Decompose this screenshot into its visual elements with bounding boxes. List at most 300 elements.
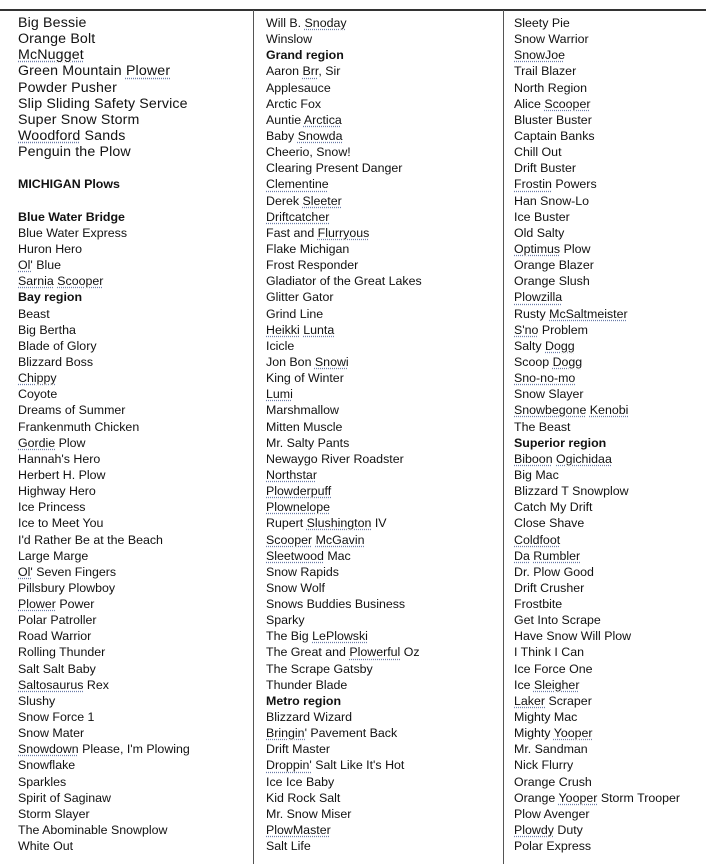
text-segment: Duty — [553, 823, 583, 838]
text-segment: Powder Pusher — [18, 79, 117, 96]
text-segment: Cheerio, Snow! — [266, 145, 351, 160]
plow-name — [514, 63, 680, 79]
plow-name — [514, 31, 680, 47]
text-segment: Rumbler — [533, 548, 581, 563]
plow-name — [266, 435, 422, 451]
plow-name — [514, 128, 680, 144]
text-segment: Gladiator of the Great Lakes — [266, 274, 422, 289]
text-segment: Lunta — [303, 322, 335, 337]
plow-name — [514, 289, 680, 305]
text-segment: Ol' — [18, 258, 33, 273]
text-segment: Glitter Gator — [266, 290, 334, 305]
text-segment: Pillsbury Plowboy — [18, 580, 116, 595]
text-segment: Ogichidaa — [556, 451, 612, 466]
plow-name — [18, 532, 190, 548]
text-segment: Drift Master — [266, 742, 331, 757]
plow-name — [18, 661, 190, 677]
text-segment: Flake Michigan — [266, 241, 350, 256]
text-segment: Grind Line — [266, 306, 324, 321]
region-header — [18, 209, 190, 225]
text-segment: Superior region — [514, 435, 607, 450]
text-segment: Snowbegone — [514, 403, 587, 418]
text-segment: Flurryous — [317, 225, 370, 240]
plow-name — [266, 306, 422, 322]
text-segment: Trail Blazer — [514, 64, 577, 79]
plow-name — [514, 176, 680, 192]
plow-name — [514, 838, 680, 854]
text-segment: Orange Slush — [514, 274, 590, 289]
text-segment: Scooper — [544, 96, 591, 111]
plow-name — [18, 15, 190, 31]
text-segment: Grand region — [266, 48, 344, 63]
plow-name — [266, 273, 422, 289]
plow-name — [18, 467, 190, 483]
plow-name — [514, 193, 680, 209]
text-segment: Ice Ice Baby — [266, 774, 335, 789]
text-segment: McGavin — [315, 532, 365, 547]
text-segment: Polar Express — [514, 839, 592, 854]
text-segment: Chippy — [18, 371, 57, 386]
text-segment: Get Into Scrape — [514, 613, 601, 628]
text-segment: The Big — [266, 629, 313, 644]
text-segment: I'd Rather Be at the Beach — [18, 532, 163, 547]
plow-name — [266, 564, 422, 580]
text-segment: Clementine — [266, 177, 329, 192]
text-segment: Plow Avenger — [514, 806, 590, 821]
text-segment: Alice — [514, 96, 545, 111]
text-segment: Han Snow-Lo — [514, 193, 590, 208]
plow-name — [266, 483, 422, 499]
text-segment: Da — [514, 548, 530, 563]
text-segment: Coldfoot — [514, 532, 561, 547]
plow-name — [514, 96, 680, 112]
text-segment: Sleeter — [302, 193, 342, 208]
plow-name — [266, 370, 422, 386]
plow-name — [18, 790, 190, 806]
text-segment: Penguin the Plow — [18, 144, 131, 161]
text-segment: White Out — [18, 839, 74, 854]
text-segment: Metro region — [266, 693, 342, 708]
text-segment: Clearing Present Danger — [266, 161, 403, 176]
text-segment: The Scrape Gatsby — [266, 661, 373, 676]
text-segment: Ol' — [18, 564, 33, 579]
column-divider-1 — [253, 10, 254, 864]
text-segment: Snow Slayer — [514, 387, 584, 402]
text-segment: Blue Water Bridge — [18, 209, 125, 224]
plow-name — [514, 741, 680, 757]
text-segment: The Great and — [266, 645, 350, 660]
text-segment: Blade of Glory — [18, 338, 97, 353]
plow-name — [18, 774, 190, 790]
text-segment: Lumi — [266, 387, 293, 402]
text-segment: Baby — [266, 128, 298, 143]
text-segment: Arctica — [303, 112, 342, 127]
text-segment: Woodford — [18, 127, 81, 144]
plow-name — [514, 209, 680, 225]
column-3 — [514, 15, 680, 854]
plow-name — [266, 112, 422, 128]
text-segment: Orange — [514, 790, 559, 805]
plow-name — [266, 612, 422, 628]
text-segment: Huron Hero — [18, 241, 83, 256]
plow-name — [514, 661, 680, 677]
text-segment: Dr. Plow Good — [514, 564, 594, 579]
plow-name — [18, 451, 190, 467]
text-segment: Icicle — [266, 338, 295, 353]
text-segment: Problem — [538, 322, 589, 337]
text-segment: Mac — [323, 548, 351, 563]
text-segment: S'no — [514, 322, 539, 337]
text-segment: Brr — [302, 64, 319, 79]
column-1 — [18, 15, 190, 854]
text-segment: Salty — [514, 338, 545, 353]
text-segment: Salt Life — [266, 839, 311, 854]
text-segment: Rolling Thunder — [18, 645, 106, 660]
text-segment: Scoop — [514, 354, 553, 369]
text-segment: Sleety Pie — [514, 16, 570, 30]
plow-name — [18, 47, 190, 63]
text-segment: Optimus — [514, 241, 561, 256]
plow-name — [18, 80, 190, 96]
plow-name — [266, 289, 422, 305]
plow-name — [266, 532, 422, 548]
plow-name — [514, 160, 680, 176]
text-segment: Dogg — [545, 338, 575, 353]
plow-name — [514, 47, 680, 63]
plow-name — [514, 548, 680, 564]
text-segment: Old Salty — [514, 225, 565, 240]
plow-name — [18, 580, 190, 596]
text-segment: Ice Princess — [18, 500, 86, 515]
text-segment: Sparkles — [18, 774, 67, 789]
text-segment: Beast — [18, 306, 50, 321]
plow-name — [18, 354, 190, 370]
text-segment: Derek — [266, 193, 303, 208]
text-segment: Ice Buster — [514, 209, 570, 224]
plow-name — [266, 241, 422, 257]
plow-name — [266, 741, 422, 757]
text-segment: Applesauce — [266, 80, 331, 95]
blank-line — [18, 160, 190, 176]
text-segment: Storm Slayer — [18, 806, 90, 821]
text-segment: Hannah's Hero — [18, 451, 101, 466]
text-segment: Saltosaurus — [18, 677, 84, 692]
text-segment: Mr. Snow Miser — [266, 806, 352, 821]
text-segment: Power — [55, 597, 95, 612]
text-segment: Plow — [560, 241, 591, 256]
plow-name — [514, 580, 680, 596]
plow-name — [266, 80, 422, 96]
text-segment: Ice to Meet You — [18, 516, 104, 531]
plow-name — [18, 548, 190, 564]
plow-name — [514, 483, 680, 499]
region-header — [18, 289, 190, 305]
text-segment: Blue Water Express — [18, 225, 128, 240]
plow-name — [514, 338, 680, 354]
plow-name — [514, 693, 680, 709]
plow-name — [514, 112, 680, 128]
text-segment: Gordie — [18, 435, 56, 450]
text-segment: Sleetwood — [266, 548, 324, 563]
text-segment: Slip Sliding Safety Service — [18, 95, 188, 112]
plow-name — [18, 709, 190, 725]
text-segment: Oz — [400, 645, 420, 660]
plow-name — [266, 790, 422, 806]
plow-name — [266, 144, 422, 160]
text-segment: Have Snow Will Plow — [514, 629, 632, 644]
plow-name — [18, 257, 190, 273]
text-segment: Snowdown — [18, 742, 79, 757]
text-segment: Marshmallow — [266, 403, 339, 418]
text-segment: The Beast — [514, 419, 571, 434]
text-segment: Pavement Back — [306, 726, 398, 741]
plow-name — [18, 419, 190, 435]
text-segment: Green Mountain — [18, 63, 126, 80]
plow-name — [266, 580, 422, 596]
region-header — [514, 435, 680, 451]
text-segment: Frankenmuth Chicken — [18, 419, 140, 434]
text-segment: Heikki — [266, 322, 300, 337]
plow-name — [18, 741, 190, 757]
text-segment: Dreams of Summer — [18, 403, 126, 418]
text-segment: Salt Salt Baby — [18, 661, 96, 676]
text-segment: Droppin' — [266, 758, 312, 773]
text-segment: Mighty Mac — [514, 710, 578, 725]
plow-name — [18, 63, 190, 79]
plow-name — [266, 774, 422, 790]
text-segment: Plownelope — [266, 500, 331, 515]
plow-name — [514, 515, 680, 531]
plow-name — [18, 612, 190, 628]
plow-name — [266, 838, 422, 854]
text-segment: Orange Blazer — [514, 258, 594, 273]
plow-name — [514, 467, 680, 483]
text-segment: Snows Buddies Business — [266, 597, 406, 612]
plow-name — [266, 548, 422, 564]
section-header — [18, 176, 190, 192]
plow-name — [18, 96, 190, 112]
plow-name — [514, 709, 680, 725]
plow-name — [266, 15, 422, 31]
text-segment: Snow Mater — [18, 726, 85, 741]
text-segment: Ice Force One — [514, 661, 593, 676]
text-segment: Sands — [80, 127, 126, 144]
plow-name — [514, 774, 680, 790]
text-segment: Winslow — [266, 32, 313, 47]
text-segment: Ice — [514, 677, 534, 692]
text-segment: Chill Out — [514, 145, 562, 160]
text-segment: North Region — [514, 80, 588, 95]
text-segment: Drift Crusher — [514, 580, 585, 595]
plow-name — [514, 532, 680, 548]
text-segment: Yooper — [553, 726, 593, 741]
plow-name — [514, 144, 680, 160]
text-segment: Scraper — [545, 693, 592, 708]
plow-name — [18, 822, 190, 838]
text-segment: Blizzard Boss — [18, 354, 94, 369]
plow-name — [266, 515, 422, 531]
text-segment: Blue — [32, 258, 62, 273]
plow-name — [266, 419, 422, 435]
text-segment: Polar Patroller — [18, 613, 97, 628]
text-segment: Plowzilla — [514, 290, 563, 305]
text-segment: , Sir — [318, 64, 341, 79]
text-segment: Sleigher — [533, 677, 580, 692]
column-divider-2 — [503, 10, 504, 864]
blank-line — [18, 193, 190, 209]
text-segment: Herbert H. Plow — [18, 467, 106, 482]
plow-name — [18, 322, 190, 338]
text-segment: Auntie — [266, 112, 304, 127]
plow-name — [514, 402, 680, 418]
plow-name — [266, 709, 422, 725]
region-header — [266, 693, 422, 709]
plow-name — [514, 790, 680, 806]
plow-name — [266, 725, 422, 741]
text-segment: Super Snow Storm — [18, 111, 140, 128]
text-segment: SnowJoe — [514, 48, 565, 63]
text-segment: Snoday — [304, 16, 347, 30]
text-segment: Frost Responder — [266, 258, 359, 273]
text-segment: Snowflake — [18, 758, 76, 773]
text-segment: Bluster Buster — [514, 112, 592, 127]
plow-name — [266, 822, 422, 838]
text-segment: Highway Hero — [18, 484, 96, 499]
text-segment: Big Bertha — [18, 322, 76, 337]
text-segment: Rupert — [266, 516, 307, 531]
text-segment: Arctic Fox — [266, 96, 322, 111]
plow-name — [18, 806, 190, 822]
text-segment: Sno-no-mo — [514, 371, 576, 386]
text-segment: Aaron — [266, 64, 303, 79]
text-segment: Newaygo River Roadster — [266, 451, 404, 466]
text-segment: McNugget — [18, 47, 84, 64]
plow-name — [18, 338, 190, 354]
plow-name — [18, 677, 190, 693]
plow-name — [266, 209, 422, 225]
plow-name — [266, 354, 422, 370]
plow-name — [266, 451, 422, 467]
text-segment: Big Bessie — [18, 15, 87, 31]
text-segment: Bringin' — [266, 726, 307, 741]
plow-name — [266, 596, 422, 612]
plow-name — [18, 515, 190, 531]
text-segment: Big Mac — [514, 467, 559, 482]
plow-name — [514, 725, 680, 741]
text-segment: Yooper — [558, 790, 598, 805]
plow-name — [266, 31, 422, 47]
plow-name — [514, 257, 680, 273]
text-segment: Dogg — [552, 354, 583, 369]
plow-name — [266, 467, 422, 483]
text-segment: The Abominable Snowplow — [18, 823, 168, 838]
text-segment: Close Shave — [514, 516, 585, 531]
text-segment: Bay region — [18, 290, 83, 305]
text-segment: Snowda — [297, 128, 343, 143]
text-segment: Snow Force 1 — [18, 710, 95, 725]
plow-name — [514, 628, 680, 644]
plow-name — [514, 806, 680, 822]
plow-name — [514, 564, 680, 580]
plow-name — [514, 80, 680, 96]
plow-name — [18, 306, 190, 322]
plow-name — [266, 63, 422, 79]
text-segment: Kenobi — [589, 403, 629, 418]
plow-name — [514, 273, 680, 289]
plow-name — [18, 112, 190, 128]
text-segment: McSaltmeister — [549, 306, 628, 321]
text-segment: Laker — [514, 693, 545, 708]
plow-name — [514, 757, 680, 773]
plow-name — [514, 644, 680, 660]
text-segment: Scooper — [266, 532, 313, 547]
text-segment: Plower — [125, 63, 171, 80]
text-segment: Snow Rapids — [266, 564, 340, 579]
plow-name — [18, 628, 190, 644]
text-segment: Blizzard T Snowplow — [514, 484, 629, 499]
plow-name — [18, 402, 190, 418]
text-segment: Biboon — [514, 451, 553, 466]
plow-name — [266, 96, 422, 112]
plow-name — [18, 483, 190, 499]
text-segment: Coyote — [18, 387, 58, 402]
text-segment: Rusty — [514, 306, 550, 321]
plow-name — [514, 612, 680, 628]
plow-name — [266, 338, 422, 354]
plow-name — [18, 564, 190, 580]
plow-name — [514, 386, 680, 402]
text-segment: Plowderpuff — [266, 484, 332, 499]
plow-name — [514, 322, 680, 338]
text-segment: Powers — [551, 177, 597, 192]
plow-name — [18, 241, 190, 257]
text-segment: I Think I Can — [514, 645, 585, 660]
plow-name — [266, 757, 422, 773]
text-segment: Slushy — [18, 693, 56, 708]
text-segment: Northstar — [266, 467, 317, 482]
text-segment: Sarnia — [18, 274, 54, 289]
text-segment: Scooper — [57, 274, 104, 289]
text-segment: PlowMaster — [266, 823, 331, 838]
plow-name — [266, 499, 422, 515]
text-segment: Mitten Muscle — [266, 419, 343, 434]
plow-name — [514, 15, 680, 31]
plow-name — [18, 725, 190, 741]
text-segment: LePlowski — [312, 629, 368, 644]
plow-name — [266, 402, 422, 418]
plow-name — [266, 128, 422, 144]
plow-name — [266, 661, 422, 677]
plow-name — [18, 644, 190, 660]
text-segment: Salt Like It's Hot — [311, 758, 405, 773]
text-segment: MICHIGAN Plows — [18, 177, 120, 192]
plow-name — [514, 370, 680, 386]
text-segment: Storm Trooper — [597, 790, 681, 805]
plow-name — [514, 241, 680, 257]
plow-name — [266, 806, 422, 822]
text-segment: King of Winter — [266, 371, 344, 386]
plow-name — [18, 838, 190, 854]
plow-name — [18, 31, 190, 47]
text-segment: Please, I'm Plowing — [78, 742, 190, 757]
plow-name — [18, 596, 190, 612]
text-segment: Mr. Salty Pants — [266, 435, 350, 450]
text-segment: Snowi — [314, 354, 349, 369]
plow-name — [514, 596, 680, 612]
plow-name — [18, 128, 190, 144]
plow-name — [514, 306, 680, 322]
plow-name — [266, 176, 422, 192]
